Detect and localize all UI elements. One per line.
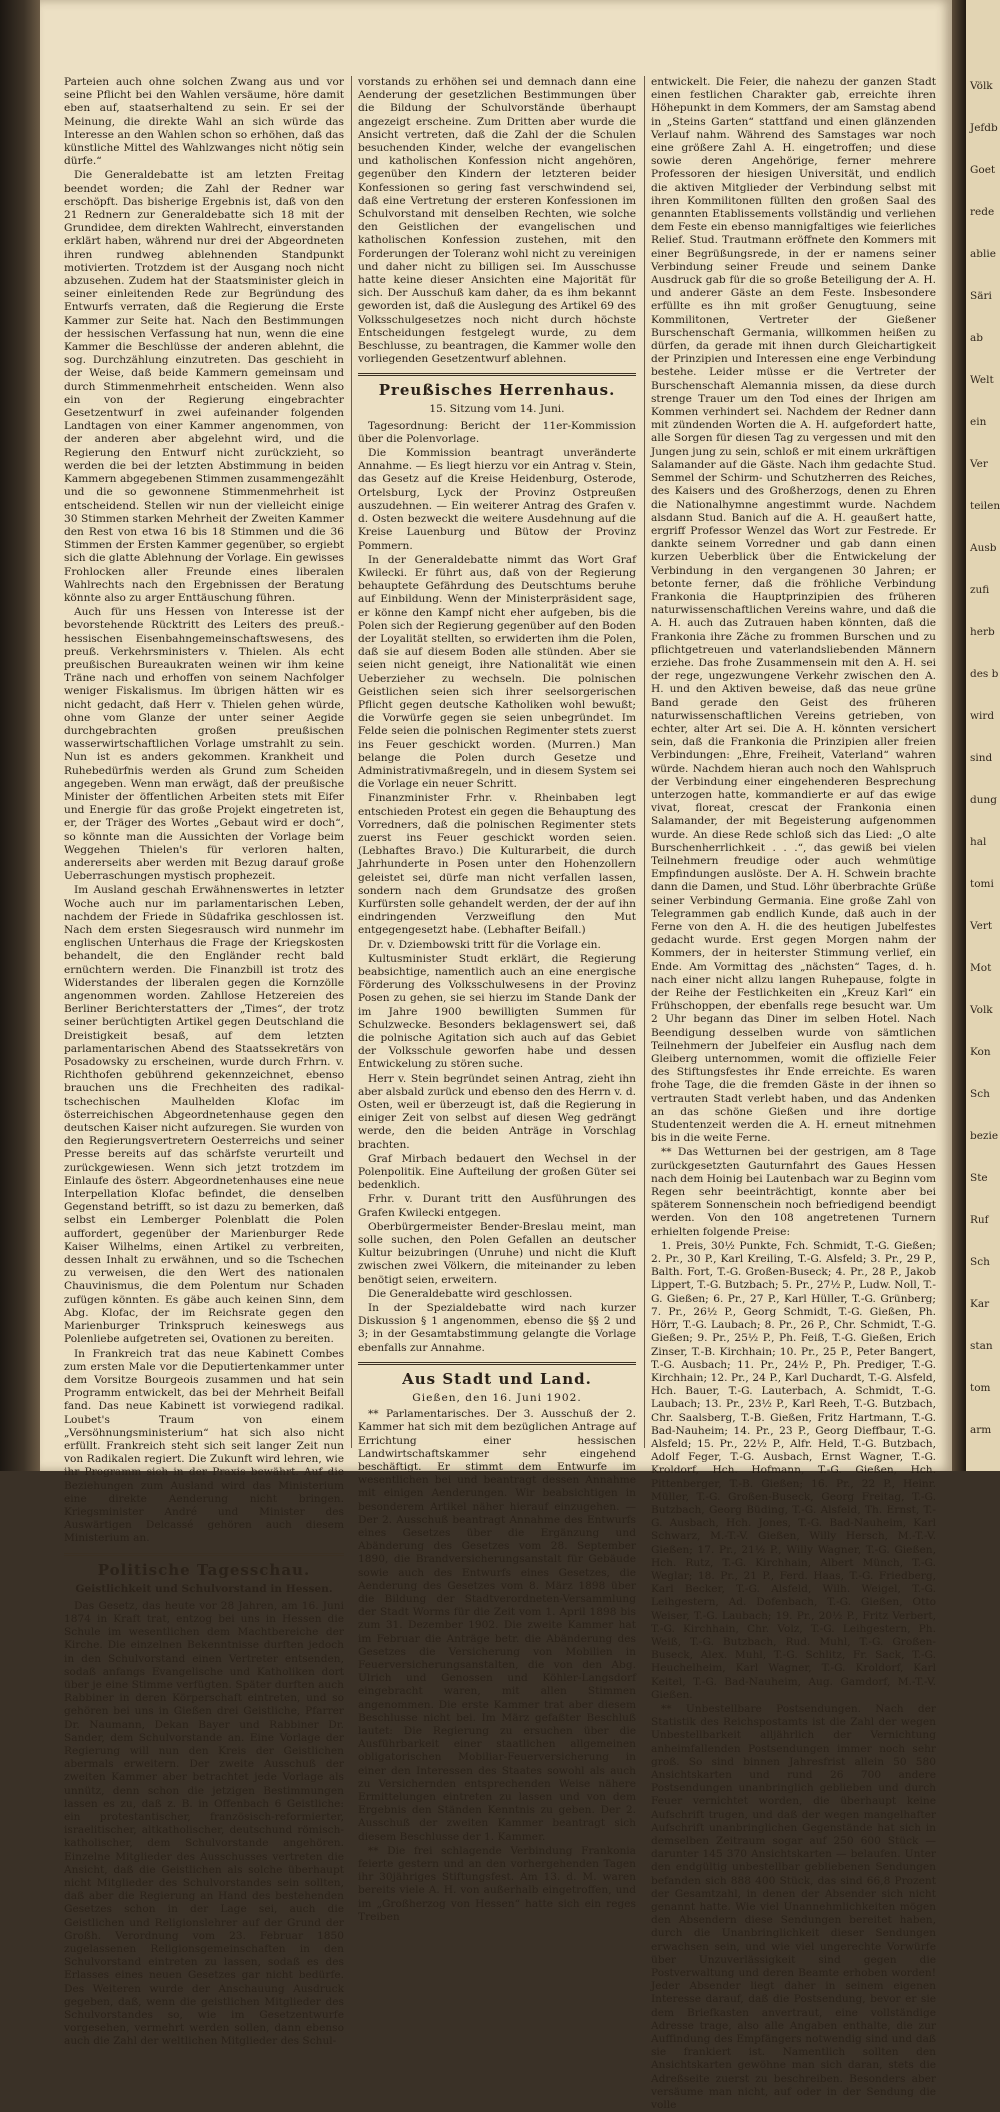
column-1-article-paragraphs — [64, 1600, 344, 2049]
paragraph: entwickelt. Die Feier, die nahezu der ganzen Stadt einen festlichen Charakter gab, erreichte ihren Höhepunkt in dem Kommers, der am Samstag abend in „Steins Garten“ stattfand und einen glänzenden Verlauf nahm. Während des Samstages war noch eine größere Zahl A. H. eingetroffen; und diese sowie deren Angehörige, ferner mehrere Professoren der hiesigen Universität, und endlich die aktiven Mitglieder der Verbindung selbst mit ihren Kommilitonen füllten den großen Saal des genannten Etablissements vollständig und verliehen dem Feste ein ebenso mannigfaltiges wie feierliches Relief. Stud. Trautmann eröffnete den Kommers mit einer Begrüßungsrede, in der er namens seiner Verbindung seiner Freude und seinem Danke Ausdruck gab für die so große Beteiligung der A. H. und anderer Gäste an dem Feste. Insbesondere erfüllte es ihn mit großer Genugtuung, seine Kommilitonen, Vertreter der Gießener Burschenschaft Germania, willkommen heißen zu dürfen, da gerade mit ihnen durch Gleichartigkeit der Prinzipien und Interessen eine enge Verbindung bestehe. Leider müsse er die Vertreter der Burschenschaft Alemannia missen, da diese durch strenge Trauer um den Tod eines der Ihrigen am Kommen verhindert sei. Nachdem der Redner dann mit zündenden Worten die A. H. aufgefordert hatte, alle Sorgen für diesen Tag zu vergessen und mit den Jungen jung zu sein, schloß er mit einem urkräftigen Salamander auf die Gäste. Nach ihm gedachte Stud. Semmel der Schirm- und Schutzherren des Reiches, des Kaisers und des Großherzogs, denen zu Ehren die Nationalhymne angestimmt wurde. Nachdem alsdann Stud. Banich auf die A. H. geaußert hatte, ergriff Professor Wenzel das Wort zur Festrede. Er dankte seinem Vorredner und gab dann einen kurzen Ueberblick über die Entwickelung der Verbindung in den vergangenen 30 Jahren; er betonte ferner, daß die fröhliche Verbindung Frankonia die Hauptprinzipien des früheren naturwissenschaftlichen Vereins wahre, und daß die A. H. auch das Zutrauen haben könnten, daß die Frankonia ihre Zäche zu frommen Burschen und zu pflichtgetreuen und vaterlandsliebenden Männern erziehe. Das frohe Zusammensein mit den A. H. sei der rege, ungezwungene Verkehr zwischen den A. H. und den Aktiven beweise, daß das neue grüne Band gerade den Geist des früheren naturwissenschaftlichen Vereins getrieben, von echter, alter Art sei. Die A. H. könnten versichert sein, daß die Frankonia die Prinzipien aller freien Verbindungen: „Ehre, Freiheit, Vaterland“ wahren würde. Nachdem hieran auch noch den Wahlspruch der Verbindung einer eingehenderen Besprechung unterzogen hatte, kommandierte er auf das ewige vivat, floreat, crescat der Frankonia einen Salamander, der mit Begeisterung aufgenommen wurde. An diese Rede schloß sich das Lied: „O alte Burschenherrlichkeit . . .“, das gewiß bei vielen Teilnehmern freudige oder auch wehmütige Empfindungen auslöste. Der A. H. Schwein brachte dann die Damen, und Stud. Löhr überbrachte Grüße seiner Verbindung Germania. Eine große Zahl von Telegrammen gab endlich Kunde, daß auch in der Ferne von den A. H. die des heutigen Jubelfestes gedacht wurde. Erst gegen Morgen nahm der Kommers, der in heiterster Stimmung verlief, ein Ende. Am Vormittag des „nächsten“ Tages, d. h. nach einer nicht allzu langen Ruhepause, folgte in der Reihe der Festlichkeiten ein „Kreuz Karl“ ein Frühschoppen, der ebenfalls rege besucht war. Um 2 Uhr begann das Diner im selben Hotel. Nach Beendigung desselben wurde von sämtlichen Teilnehmern der Jubelfeier ein Ausflug nach dem Gleiberg unternommen, womit die offizielle Feier des Stiftungsfestes ihr Ende erreichte. Es waren frohe Tage, die die fremden Gäste in der ihnen so vertrauten Stadt verlebt haben, und das Andenken an das schöne Gießen und ihre dortige Studentenzeit werden die A. H. erneut mitnehmen bis in die weite Ferne. — [651, 76, 936, 1145]
headline-aus-stadt-und-land: Aus Stadt und Land. — [402, 1369, 592, 1388]
adjacent-page-fragment: arm — [970, 1424, 992, 1436]
column-2-paragraphs — [358, 76, 636, 366]
paragraph: Graf Mirbach bedauert den Wechsel in der Polenpolitik. Eine Aufteilung der großen Güter sei bedenklich. — [358, 1152, 636, 1192]
adjacent-page-fragment: Volk — [970, 1004, 993, 1016]
adjacent-page-fragment: des b — [970, 668, 999, 680]
column-1-paragraphs — [64, 76, 344, 1546]
column-1 — [64, 76, 344, 2048]
adjacent-page-fragment: ab — [970, 332, 983, 344]
paragraph: In der Spezialdebatte wird nach kurzer Diskussion § 1 angenommen, ebenso die §§ 2 und 3; in der Gesamtabstimmung gelangte die Vorlage ebenfalls zur Annahme. — [358, 1302, 636, 1354]
book-gutter — [952, 0, 966, 1471]
paragraph: ** Parlamentarisches. Der 3. Ausschuß der 2. Kammer hat sich mit dem bezüglichen Antrage auf Errichtung einer hessischen Landwirtschaftskammer sehr eingehend beschäftigt. Er stimmt dem Entwurfe im wesentlichen bei und beantragt dessen Annahme mit einigen Aenderungen. Wir beabsichtigen in besonderem Artikel näher hierauf einzugehen. — Der 2. Ausschuß beantragt Annahme des Entwurfs eines Gesetzes über die Ergänzung und Abänderung des Gesetzes vom 28. September 1890, die Brandversicherungsanstalt für Gebäude sowie auch des Entwurfs eines Gesetzes, die Aenderung des Gesetzes vom 8. März 1898 über die Bildung der Stadtverordneten-Versammlung der Stadt Worms für die Zeit vom 1. April 1898 bis zum 31. Dezember 1902. Die zweite Kammer hat im Februar die Anträge betr. die Abänderung des Gesetzes die Versicherung von Mobilien in Feuerversicherungsanstalten, die von den Abg. Ulrich und Genossen und Köhler-Langsdorf eingebracht waren, mit allen Stimmen angenommen. Die erste Kammer trat aber diesem Beschlusse nicht bei. Im März gefaßter Beschluß lautet: Die Regierung zu ersuchen über die Ausführbarkeit einer staatlichen allgemeinen obligatorischen Mobiliar-Feuerversicherung in einer den Interessen des Staates sowohl als auch zu Versichernden entsprechenden Weise nähere Ermittelungen eintreten zu lassen und von dem Ergebnis den Ständen Kenntnis zu geben. Der 2. Ausschuß der zweiten Kammer beantragt sich diesem Beschlusse der 1. Kammer. — [358, 1408, 636, 1843]
adjacent-page-fragment: bezie — [970, 1130, 999, 1142]
paragraph: Die Generaldebatte wird geschlossen. — [368, 1287, 573, 1300]
paragraph: ** Die frei schlagende Verbindung Frankonia feierte gestern und an den vorhergehenden Tagen ihr 30jähriges Stiftungsfest. Am 13. d. M. waren bereits viele A. H. von außerhalb eingetroffen, und im „Großherzog von Hessen“ hatte sich ein reges Treiben — [358, 1844, 636, 1923]
column-rule — [644, 76, 645, 1448]
subhead-geistlichkeit: Geistlichkeit und Schulvorstand in Hessen. — [75, 1582, 333, 1595]
adjacent-page-fragment: Vert — [970, 920, 993, 932]
paragraph: 1. Preis, 30½ Punkte, Fch. Schmidt, T.-G. Gießen; 2. Pr., 30 P., Karl Kreiling, T.-G. Alsfeld; 3. Pr., 29 P., Balth. Fort, T.-G. Großen-Buseck; 4. Pr., 28 P., Jakob Lippert, T.-G. Butzbach; 5. Pr., 27½ P., Ludw. Noll, T.-G. Gießen; 6. Pr., 27 P., Karl Hüller, T.-G. Grünberg; 7. Pr., 26½ P., Georg Schmidt, T.-G. Gießen, Ph. Hörr, T.-G. Laubach; 8. Pr., 26 P., Chr. Schmidt, T.-G. Gießen; 9. Pr., 25½ P., Ph. Feiß, T.-G. Gießen, Erich Zinser, T.-B. Kirchhain; 10. Pr., 25 P., Peter Bangert, T.-G. Ausbach; 11. Pr., 24½ P., Ph. Prediger, T.-G. Kirchhain; 12. Pr., 24 P., Karl Duchardt, T.-G. Alsfeld, Hch. Bauer, T.-G. Lauterbach, A. Schmidt, T.-G. Laubach; 13. Pr., 23½ P., Karl Reeh, T.-G. Butzbach, Chr. Saalsberg, T.-B. Gießen, Fritz Hartmann, T.-G. Bad-Nauheim; 14. Pr., 23 P., Georg Dieffbaur, T.-G. Alsfeld; 15. Pr., 22½ P., Alfr. Held, T.-G. Butzbach, Adolf Feger, T.-G. Ausbach, Ernst Wagner, T.-G. Kroldorf, Hch. Hofmann, T.-G. Gießen, Hch. Pittenberger, T.-B. Gießen; 16. Pr., 22 P., Heinr. Müller, T.-G. Großen-Buseck, Georg Freitag, T.-G. Butzbach, Georg Büding, T.-G. Alsfeld, Th. Ernst, T.-G. Ausbach, Hch. Jones, T.-G. Bad-Nauheim, Karl Schwarz, M.-T.-V. Gießen, Willy Hersch, M.-T.-V. Gießen; 17. Pr., 21½ P., Willy Wagner, T.-G. Gießen, Hch. Rutz, T.-G. Kirchhain, Albert Münch, T.-G. Weglar; 18. Pr., 21 P., Ferd. Haas, T.-G. Friedberg, Karl Becker, T.-G. Alsfeld, Wilh. Weigel, T.-G. Leihgestern, Ad. Dofenbach, T.-G. Gießen, Otto Weiser, T.-G. Laubach; 19. Pr., 20½ P., Fritz Verbert, T.-G. Kirchhain, Chr. Volz, T.-G. Leihgestern, Ph. Weiß, T.-G. Butzbach, Rud. Muhl, T.-G. Großen-Buseck, Alex. Muhl, T.-G. Schlitz, Fr. Sack, T.-G. Heuchelheim, Karl Wagner, T.-G. Kroldorf, Karl Keitel, T.-G. Bad-Nauheim, Aug. Gamdorf, M.-T.-V. Gießen. — [651, 1239, 936, 1701]
adjacent-page-fragment: herb — [970, 626, 995, 638]
adjacent-page-fragment: ablie — [970, 248, 996, 260]
adjacent-page-fragment: teilen — [970, 500, 1000, 512]
adjacent-page-fragment: Ste — [970, 1172, 988, 1184]
paragraph: Die Generaldebatte ist am letzten Freitag beendet worden; die Zahl der Redner war erschöpft. Das bisherige Ergebnis ist, daß von den 21 Rednern zur Generaldebatte sich 18 mit der Grundidee, dem direkten Wahlrecht, einverstanden erklärt haben, während nur drei der Abgeordneten ihren rundweg ablehnenden Standpunkt motivierten. Trotzdem ist der Ausgang noch nicht abzusehen. Zudem hat der Staatsminister gleich in seiner einleitenden Rede zur Begründung des Entwurfs verraten, daß die Regierung die Erste Kammer zur Seite hat. Nach den Bestimmungen der hessischen Verfassung hat nun, wenn die eine Kammer die Beschlüsse der anderen ablehnt, die sog. Durchzählung einzutreten. Das geschieht in der Weise, daß beide Kammern gemeinsam und durch Stimmenmehrheit entscheiden. Wenn also ein von der Regierung eingebrachter Gesetzentwurf in zwei aufeinander folgenden Landtagen von einer Kammer angenommen, von der anderen aber abgelehnt wird, und die Regierung den Entwurf nicht zurückzieht, so werden die bei der letzten Abstimmung in beiden Kammern abgegebenen Stimmen zusammengezählt und die so gewonnene Stimmenmehrheit ist entscheidend. Stellen wir nun der vielleicht einige 30 Stimmen starken Mehrheit der Zweiten Kammer den Rest von etwa 16 bis 18 Stimmen und die 36 Stimmen der Ersten Kammer gegenüber, so ergiebt sich die glatte Ablehnung der Vorlage. Ein gewisses Frohlocken aller Freunde eines liberalen Wahlrechts nach den Ergebnissen der Beratung könnte also zu arger Enttäuschung führen. — [64, 169, 344, 604]
dateline: Gießen, den 16. Juni 1902. — [412, 1391, 582, 1404]
column-3 — [651, 76, 936, 2112]
adjacent-page-fragment: ein — [970, 416, 987, 428]
paragraph: In der Generaldebatte nimmt das Wort Graf Kwilecki. Er führt aus, daß von der Regierung behauptete Gefährdung des Deutschtums beruhe auf Einbildung. Wenn der Ministerpräsident sage, er könne den Kampf nicht eher aufgeben, bis die Polen sich der Regierung gegenüber auf den Boden der Loyalität stellten, so erwiderten ihm die Polen, daß sie auf diesem Boden alle stünden. Aber sie seien nicht geneigt, ihre Nationalität wie einen Ueberzieher zu wechseln. Die polnischen Geistlichen seien sich ihrer seelsorgerischen Pflicht gegen deutsche Katholiken wohl bewußt; die Vorwürfe gegen sie seien unbegründet. Im Felde seien die polnischen Regimenter stets zuerst ins Feuer geschickt worden. (Murren.) Man belange die Polen durch Gesetze und Administrativmaßregeln, und in diesem System sei die Vorlage ein neuer Schritt. — [358, 553, 636, 791]
adjacent-page-fragment: Goet — [970, 164, 996, 176]
paragraph: Finanzminister Frhr. v. Rheinbaben legt entschieden Protest ein gegen die Behauptung des Vorredners, daß die polnischen Regimenter stets zuerst ins Feuer geschickt worden seien. (Lebhaftes Bravo.) Die Kulturarbeit, die durch Jahrhunderte in Posen unter den Hohenzollern geleistet sei, dürfe man nicht verfallen lassen, sondern nach dem Grundsatze des großen Kurfürsten solle gehandelt werden, der der auf ihn eindringenden Verzweiflung den Mut entgegengesetzt habe. (Lebhafter Beifall.) — [358, 792, 636, 937]
local-news-paragraphs — [358, 1408, 636, 1924]
paragraph: Kultusminister Studt erklärt, die Regierung beabsichtige, namentlich auch an eine energische Förderung des Volksschulwesens in der Provinz Posen zu gehen, sie sei hierzu im Stande Dank der im Jahre 1900 bewilligten Summen für Schulzwecke. Besonders beklagenswert sei, daß die polnische Agitation sich auch auf das Gebiet der Volksschule geworfen habe und dessen Entwickelung zu stören suche. — [358, 952, 636, 1071]
adjacent-page-fragment: dung — [970, 794, 997, 806]
adjacent-page-fragment: tomi — [970, 878, 994, 890]
paragraph: Im Ausland geschah Erwähnenswertes in letzter Woche auch nur im parlamentarischen Leben, nachdem der Friede in Südafrika geschlossen ist. Nach dem ersten Siegesrausch wird nunmehr im englischen Unterhaus die Frage der Kriegskosten behandelt, die den Engländer recht bald ernüchtern werden. Die Finanzbill ist trotz des Widerstandes der liberalen gegen die Kornzölle angenommen worden. Zahllose Hetzereien des Berliner Berichterstatters der „Times“, der trotz seiner berüchtigten Artikel gegen Deutschland die Dreistigkeit besaß, auf dem letzten parlamentarischen Abend des Staatssekretärs von Posadowsky zu erscheinen, wurde durch Frhrn. v. Richthofen gebührend gekennzeichnet, ebenso brauchen uns die Frechheiten des radikal-tschechischen Maulhelden Klofac im österreichischen Abgeordnetenhause gegen den deutschen Kaiser nicht aufzuregen. Sie wurden von den Regierungsvertretern Oesterreichs und seiner Presse bereits auf das schärfste verurteilt und zurückgewiesen. Wenn sich jetzt trotzdem im Einlaufe des österr. Abgeordnetenhauses eine neue Interpellation Klofac befindet, die denselben Gegenstand betrifft, so ist dazu zu bemerken, daß selbst ein Lemberger Polenblatt die Polen auffordert, gegenüber der Marienburger Rede Kaiser Wilhelms, einen Artikel zu verbreiten, dessen Inhalt zu erwähnen, und so die Tschechen zu verweisen, die den Wert des nationalen Chauvinismus, die dem Polentum nur Schaden zufügen könnten. Es gäbe auch keinen Sinn, dem Abg. Klofac, der im Reichsrate gegen den Marienburger Trinkspruch keineswegs aus Polenliebe aufgetreten sei, Ovationen zu bereiten. — [64, 884, 344, 1346]
headline-politische-tagesschau: Politische Tagesschau. — [97, 1560, 311, 1579]
adjacent-page-fragment: Welt — [970, 374, 994, 386]
adjacent-page-fragment: Kon — [970, 1046, 991, 1058]
adjacent-page-fragment: Sch — [970, 1256, 990, 1268]
adjacent-page-fragment: Sch — [970, 1088, 990, 1100]
paragraph: Herr v. Stein begründet seinen Antrag, zieht ihn aber alsbald zurück und ebenso den des Herrn v. d. Osten, weil er überzeugt ist, daß die Regierung in einiger Zeit von selbst auf diesen Weg gedrängt werde, den die beiden Anträge in Vorschlag brachten. — [358, 1072, 636, 1151]
paragraph: Dr. v. Dziembowski tritt für die Vorlage ein. — [368, 938, 601, 951]
adjacent-page-fragment: hal — [970, 836, 987, 848]
adjacent-page-fragment: tom — [970, 1382, 991, 1394]
newspaper-page — [40, 0, 952, 2112]
adjacent-page-fragment: rede — [970, 206, 995, 218]
paragraph: Parteien auch ohne solchen Zwang aus und vor seine Pflicht bei den Wahlen versäume, höre damit eben auf, staatserhaltend zu sein. Er sei der Meinung, die direkte Wahl an sich würde das Interesse an den Wahlen schon so erhöhen, daß das künstliche Mittel des Wahlzwanges nicht nötig sein dürfe.“ — [64, 76, 344, 168]
column-rule — [351, 76, 352, 1448]
adjacent-page-fragment: sind — [970, 752, 993, 764]
column-2 — [358, 76, 636, 1923]
headline-preussisches-herrenhaus: Preußisches Herrenhaus. — [378, 381, 616, 400]
adjacent-page-edge — [966, 0, 1000, 1471]
section-divider — [358, 1362, 636, 1365]
adjacent-page-fragment: zufi — [970, 584, 990, 596]
paragraph: Tagesordnung: Bericht der 11er-Kommission über die Polenvorlage. — [358, 419, 636, 445]
column-3-paragraphs — [651, 76, 936, 2112]
paragraph: Das Gesetz, das heute vor 28 Jahren, am 16. Juni 1874 in Kraft trat, entzog bei uns in Hessen die Schule im wesentlichen dem Machtbereiche der Kirche. Die einzelnen Bekenntnisse durften jedoch in den Schulvorstand einen Vertreter entsenden, sodaß anfangs Evangelische und Katholiken dort über je eine Stimme verfügten. Später durften auch Rabbiner in deren Körperschaft eintreten, und so gehören bei uns in Gießen drei Geistliche, Pfarrer Dr. Naumann, Dekan Bayer und Rabbiner Dr. Sander, dem Schulvorstande an. Eine Vorlage der Regierung will nun den Kreis der Geistlichen abermals erweitern. Der zweite Ausschuß der zweiten Kammer aber betrachtet jede Vorlage als unnütz, denn schon die jetzigen Bestimmungen lassen es zu, daß z. B. in Offenbach 6 Geistliche: ein protestantischer, französisch-reformierter, israelitischer, altkatholischer, deutschund römisch-katholischer, dem Schulvorstande angehören. Einzelne Mitglieder des Ausschusses vertreten die Ansicht, daß die Geistlichen als solche überhaupt nicht Mitglieder des Schulvorstandes sein sollten, daß aber die Regierung an Hand des bestehenden Gesetzes schon in der Lage sei, auch die Geistlichen und Religionslehrer auf der Grund der Großh. Verordnung vom 23. Februar 1850 zugelassenen Religionsgemeinschaften in den Schulvorstand eintreten zu lassen, sodaß es des Erlasses eines neuen Gesetzes gar nicht bedürfe. Des Weiteren wurde der Anschauung Ausdruck gegeben, daß, wenn die geistlichen Mitglieder des Schulvorstandes so, wie im Gesetzentwurfe vorgesehen, vermehrt werden sollen, dann ebenso auch die Zahl der weltlichen Mitglieder des Schul- — [64, 1599, 344, 2048]
session-line: 15. Sitzung vom 14. Juni. — [429, 403, 565, 416]
adjacent-page-fragment: Ver — [970, 458, 988, 470]
paragraph: Auch für uns Hessen von Interesse ist der bevorstehende Rücktritt des Leiters des preuß.-hessischen Eisenbahngemeinschaftswesens, des preuß. Verkehrsministers v. Thielen. Als echt preußischen Bureaukraten weinen wir ihm keine Träne nach und erhoffen von seinem Nachfolger weniger Fiskalismus. Im übrigen hätten wir es nicht gedacht, daß Herr v. Thielen gehen würde, ohne vom Glanze der unter seiner Aegide durchgebrachten großen preußischen wasserwirtschaftlichen Vorlage umstrahlt zu sein. Nun ist es anders gekommen. Krankheit und Ruhebedürfnis werden als Grund zum Scheiden angegeben. Wenn man erwägt, daß der preußische Minister der öffentlichen Arbeiten stets mit Eifer und Energie für das große Projekt eingetreten ist, er, der Träger des Wortes „Gebaut wird er doch“, so könnte man die Aussichten der Vorlage beim Weggehen Thielen's für verloren halten, andererseits aber werden mit Bezug darauf große Ueberraschungen mystisch prophezeit. — [64, 606, 344, 883]
adjacent-page-fragment: Völk — [970, 80, 993, 92]
adjacent-page-fragment: Ruf — [970, 1214, 989, 1226]
paragraph: Die Kommission beantragt unveränderte Annahme. — Es liegt hierzu vor ein Antrag v. Stein, das Gesetz auf die Kreise Heidenburg, Osterode, Ortelsburg, Lyck der Provinz Ostpreußen auszudehnen. — Ein weiterer Antrag des Grafen v. d. Osten bezweckt die weitere Ausdehnung auf die Kreise Lauenburg und Bütow der Provinz Pommern. — [358, 447, 636, 552]
adjacent-page-fragment: stan — [970, 1340, 993, 1352]
adjacent-page-fragment: wird — [970, 710, 995, 722]
section-divider — [64, 1553, 344, 1556]
adjacent-page-fragment: Mot — [970, 962, 992, 974]
left-binding-edge — [0, 0, 40, 1471]
paragraph: vorstands zu erhöhen sei und demnach dann eine Aenderung der gesetzlichen Bestimmungen über die Bildung der Schulvorstände überhaupt angezeigt erscheine. Zum Dritten aber wurde die Ansicht vertreten, daß die Zahl der die Schulen besuchenden Kinder, welche der evangelischen und katholischen Konfession nicht angehören, gegenüber den Kindern der letzteren beider Konfessionen so gering fast verschwindend sei, daß eine Vertretung der ersteren Konfessionen im Schulvorstand mit denselben Rechten, wie solche den Geistlichen der evangelischen und katholischen Konfession zustehen, mit den Forderungen der Toleranz wohl nicht zu vereinigen und daher nicht zu billigen sei. Im Ausschusse hatte keine dieser Ansichten eine Majorität für sich. Der Ausschuß kam daher, da es ihm bekannt geworden ist, daß die Auslegung des Artikel 69 des Volksschulgesetzes noch nicht durch höchste Entscheidungen festgelegt wurde, zu dem Beschlusse, zu beantragen, die Kammer wolle den vorliegenden Gesetzentwurf ablehnen. — [358, 76, 636, 366]
adjacent-page-fragment: Kar — [970, 1298, 990, 1310]
adjacent-page-fragment: Ausb — [970, 542, 997, 554]
paragraph: Oberbürgermeister Bender-Breslau meint, man solle suchen, den Polen Gefallen an deutscher Kultur beizubringen (Unruhe) und nicht die Kluft zwischen zwei Völkern, die miteinander zu leben benötigt seien, erweitern. — [358, 1220, 636, 1286]
paragraph: ** Unbestellbare Postsendungen. Nach der Statistik des Reichspostamts ist die Zahl der wegen Unbestellbarkeit alljährlich der Vernichtung anheimfallenden Postsendungen immer noch sehr groß. So sind binnen Jahresfrist allein 50 580 Ansichtskarten und rund 26 700 andere Postsendungen unanbringlich geblieben und durch Feuer vernichtet worden, die überhaupt keine Aufschrift trugen, und daß der wegen mangelhafter Aufschrift unanbringlichen Gegenstände hat sich in demselben Zeitraum sogar auf 250 600 Stück — darunter 145 370 Ansichtskarten — belaufen. Unter den endgültig unbestellbar gebliebenen Sendungen befanden sich 888 400 Stück, das sind 66,8 Prozent der Gesamtzahl, in denen der Absender sich nicht genannt hatte. Wie viel Unannehmlichkeiten mögen den Absendern diese Sendungen bereitet haben, durch die Unanbringlichkeit dieser Sendungen erwachsen sein, und wie viel ungerechte Vorwürfe über Unzuverlässigkeit sind gegen die Postverwaltung und deren Beamte erhoben worden! Jeder Absender liegt daher in seinem eigenen Interesse darauf, daß die Postsendung, bevor er sie dem Briefkasten anvertraut, eine vollständige Adresse trage, also alle Angaben enthalte, die zur Auffindung des Empfängers notwendig sind und daß sie frankiert ist. Namentlich sollten den Ansichtskarten gewöhne man sich daran, stets die Adreßseite zuerst zu beschreiben. Besonders aber versäume man nicht, auf oder in der Sendung die volle — [651, 1702, 936, 2112]
paragraph: Frhr. v. Durant tritt den Ausführungen des Grafen Kwilecki entgegen. — [358, 1193, 636, 1219]
herrenhaus-paragraphs — [358, 420, 636, 1355]
paragraph: ** Das Wetturnen bei der gestrigen, am 8 Tage zurückgesetzten Gauturnfahrt des Gaues Hessen nach dem Hoinig bei Lautenbach war zu Beginn vom Regen sehr beeinträchtigt, konnte aber bei späterem Sonnenschein noch befriedigend beendigt werden. Von den 108 angetretenen Turnern erhielten folgende Preise: — [651, 1146, 936, 1238]
paragraph: In Frankreich trat das neue Kabinett Combes zum ersten Male vor die Deputiertenkammer unter dem Vorsitze Bourgeois zusammen und hat sein Programm entwickelt, das bei der Mehrheit Beifall fand. Das neue Kabinett ist vorwiegend radikal. Loubet's Traum von einem „Versöhnungsministerium“ hat sich also nicht erfüllt. Frankreich steht sich seit langer Zeit nun von Radikalen regiert. Die Zukunft wird lehren, wie ihr Programm sich in der Praxis bewährt. Auf die Beziehungen zum Ausland wird das Ministerium eine direkte Aenderung nicht bringen. Kriegsminister André und Minister des Auswärtigen Delcassé gehören auch diesem Ministerium an. — [64, 1347, 344, 1545]
adjacent-page-fragment: Jefdb — [970, 122, 998, 134]
section-divider — [358, 373, 636, 376]
adjacent-page-fragment: Säri — [970, 290, 992, 302]
